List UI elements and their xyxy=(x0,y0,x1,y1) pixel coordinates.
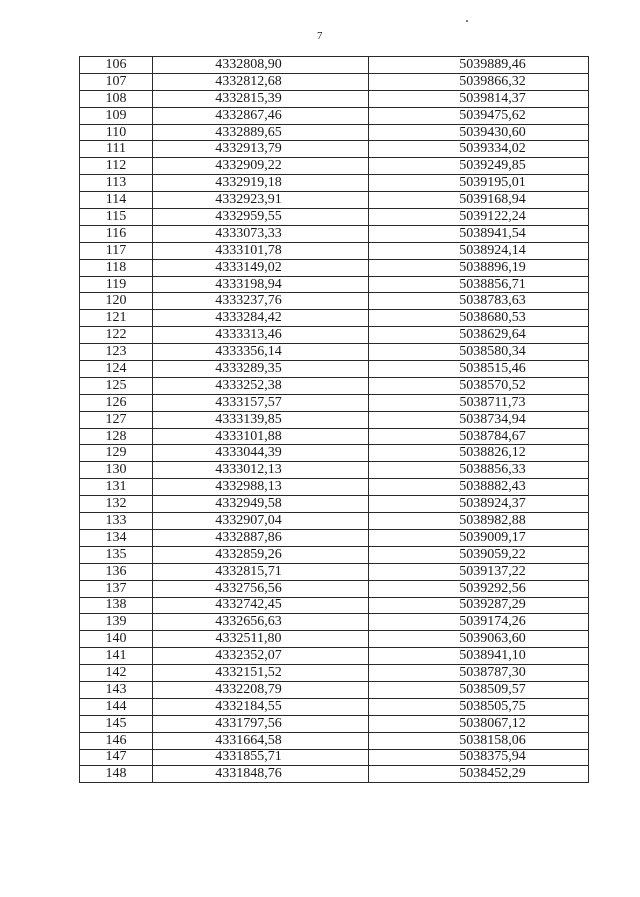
point-number-cell: 122 xyxy=(80,327,153,344)
table-row xyxy=(80,681,589,698)
y-coordinate-cell: 5039168,94 xyxy=(369,192,589,209)
point-number-cell: 140 xyxy=(80,631,153,648)
table-row xyxy=(80,496,589,513)
x-coordinate-cell: 4332909,22 xyxy=(153,158,369,175)
y-coordinate-cell: 5038570,52 xyxy=(369,377,589,394)
x-coordinate-cell: 4332913,79 xyxy=(153,141,369,158)
x-coordinate-cell: 4332151,52 xyxy=(153,665,369,682)
table-row xyxy=(80,310,589,327)
table-row xyxy=(80,158,589,175)
y-coordinate-cell: 5038375,94 xyxy=(369,749,589,766)
point-number-cell: 109 xyxy=(80,107,153,124)
table-row xyxy=(80,580,589,597)
x-coordinate-cell: 4332988,13 xyxy=(153,479,369,496)
y-coordinate-cell: 5038787,30 xyxy=(369,665,589,682)
y-coordinate-cell: 5039475,62 xyxy=(369,107,589,124)
table-row xyxy=(80,513,589,530)
point-number-cell: 136 xyxy=(80,563,153,580)
table-row xyxy=(80,614,589,631)
x-coordinate-cell: 4333157,57 xyxy=(153,394,369,411)
y-coordinate-cell: 5038067,12 xyxy=(369,715,589,732)
x-coordinate-cell: 4333149,02 xyxy=(153,259,369,276)
point-number-cell: 120 xyxy=(80,293,153,310)
coordinates-table-body xyxy=(80,57,589,783)
point-number-cell: 135 xyxy=(80,546,153,563)
point-number-cell: 145 xyxy=(80,715,153,732)
table-row xyxy=(80,377,589,394)
x-coordinate-cell: 4333284,42 xyxy=(153,310,369,327)
point-number-cell: 142 xyxy=(80,665,153,682)
x-coordinate-cell: 4333198,94 xyxy=(153,276,369,293)
point-number-cell: 132 xyxy=(80,496,153,513)
table-row xyxy=(80,344,589,361)
y-coordinate-cell: 5038924,37 xyxy=(369,496,589,513)
y-coordinate-cell: 5038882,43 xyxy=(369,479,589,496)
point-number-cell: 146 xyxy=(80,732,153,749)
table-row xyxy=(80,411,589,428)
point-number-cell: 133 xyxy=(80,513,153,530)
x-coordinate-cell: 4332808,90 xyxy=(153,57,369,74)
table-row xyxy=(80,445,589,462)
point-number-cell: 144 xyxy=(80,698,153,715)
y-coordinate-cell: 5039866,32 xyxy=(369,73,589,90)
y-coordinate-cell: 5038711,73 xyxy=(369,394,589,411)
table-row xyxy=(80,648,589,665)
y-coordinate-cell: 5038826,12 xyxy=(369,445,589,462)
table-row xyxy=(80,715,589,732)
x-coordinate-cell: 4332867,46 xyxy=(153,107,369,124)
y-coordinate-cell: 5038580,34 xyxy=(369,344,589,361)
point-number-cell: 117 xyxy=(80,242,153,259)
x-coordinate-cell: 4332815,39 xyxy=(153,90,369,107)
y-coordinate-cell: 5038680,53 xyxy=(369,310,589,327)
y-coordinate-cell: 5039137,22 xyxy=(369,563,589,580)
point-number-cell: 138 xyxy=(80,597,153,614)
table-row xyxy=(80,107,589,124)
y-coordinate-cell: 5038941,10 xyxy=(369,648,589,665)
x-coordinate-cell: 4332208,79 xyxy=(153,681,369,698)
x-coordinate-cell: 4333139,85 xyxy=(153,411,369,428)
y-coordinate-cell: 5038158,06 xyxy=(369,732,589,749)
y-coordinate-cell: 5039334,02 xyxy=(369,141,589,158)
table-row xyxy=(80,192,589,209)
table-row xyxy=(80,749,589,766)
x-coordinate-cell: 4333101,78 xyxy=(153,242,369,259)
x-coordinate-cell: 4332352,07 xyxy=(153,648,369,665)
y-coordinate-cell: 5039814,37 xyxy=(369,90,589,107)
x-coordinate-cell: 4331848,76 xyxy=(153,766,369,783)
y-coordinate-cell: 5038629,64 xyxy=(369,327,589,344)
coordinates-table xyxy=(79,56,589,783)
table-row xyxy=(80,73,589,90)
point-number-cell: 116 xyxy=(80,225,153,242)
point-number-cell: 115 xyxy=(80,209,153,226)
x-coordinate-cell: 4332907,04 xyxy=(153,513,369,530)
point-number-cell: 141 xyxy=(80,648,153,665)
y-coordinate-cell: 5039292,56 xyxy=(369,580,589,597)
x-coordinate-cell: 4333073,33 xyxy=(153,225,369,242)
x-coordinate-cell: 4332511,80 xyxy=(153,631,369,648)
y-coordinate-cell: 5038515,46 xyxy=(369,361,589,378)
table-row xyxy=(80,462,589,479)
table-row xyxy=(80,293,589,310)
point-number-cell: 134 xyxy=(80,529,153,546)
point-number-cell: 114 xyxy=(80,192,153,209)
y-coordinate-cell: 5039430,60 xyxy=(369,124,589,141)
table-row xyxy=(80,394,589,411)
y-coordinate-cell: 5039059,22 xyxy=(369,546,589,563)
x-coordinate-cell: 4332889,65 xyxy=(153,124,369,141)
point-number-cell: 130 xyxy=(80,462,153,479)
table-row xyxy=(80,141,589,158)
y-coordinate-cell: 5039009,17 xyxy=(369,529,589,546)
table-row xyxy=(80,276,589,293)
point-number-cell: 147 xyxy=(80,749,153,766)
y-coordinate-cell: 5039889,46 xyxy=(369,57,589,74)
table-row xyxy=(80,732,589,749)
x-coordinate-cell: 4333044,39 xyxy=(153,445,369,462)
scan-speck xyxy=(466,20,468,22)
table-row xyxy=(80,242,589,259)
y-coordinate-cell: 5039195,01 xyxy=(369,175,589,192)
y-coordinate-cell: 5038924,14 xyxy=(369,242,589,259)
x-coordinate-cell: 4333252,38 xyxy=(153,377,369,394)
x-coordinate-cell: 4332815,71 xyxy=(153,563,369,580)
x-coordinate-cell: 4331797,56 xyxy=(153,715,369,732)
point-number-cell: 124 xyxy=(80,361,153,378)
point-number-cell: 108 xyxy=(80,90,153,107)
point-number-cell: 106 xyxy=(80,57,153,74)
table-row xyxy=(80,175,589,192)
x-coordinate-cell: 4332756,56 xyxy=(153,580,369,597)
point-number-cell: 123 xyxy=(80,344,153,361)
y-coordinate-cell: 5038452,29 xyxy=(369,766,589,783)
point-number-cell: 148 xyxy=(80,766,153,783)
x-coordinate-cell: 4332812,68 xyxy=(153,73,369,90)
y-coordinate-cell: 5039249,85 xyxy=(369,158,589,175)
table-row xyxy=(80,124,589,141)
point-number-cell: 125 xyxy=(80,377,153,394)
y-coordinate-cell: 5039174,26 xyxy=(369,614,589,631)
table-row xyxy=(80,665,589,682)
x-coordinate-cell: 4332959,55 xyxy=(153,209,369,226)
x-coordinate-cell: 4331664,58 xyxy=(153,732,369,749)
point-number-cell: 143 xyxy=(80,681,153,698)
table-row xyxy=(80,259,589,276)
table-row xyxy=(80,225,589,242)
point-number-cell: 129 xyxy=(80,445,153,462)
table-row xyxy=(80,631,589,648)
table-row xyxy=(80,698,589,715)
x-coordinate-cell: 4333289,35 xyxy=(153,361,369,378)
table-row xyxy=(80,597,589,614)
table-row xyxy=(80,479,589,496)
y-coordinate-cell: 5039122,24 xyxy=(369,209,589,226)
point-number-cell: 139 xyxy=(80,614,153,631)
point-number-cell: 110 xyxy=(80,124,153,141)
table-row xyxy=(80,361,589,378)
x-coordinate-cell: 4332949,58 xyxy=(153,496,369,513)
x-coordinate-cell: 4332919,18 xyxy=(153,175,369,192)
table-row xyxy=(80,529,589,546)
x-coordinate-cell: 4333313,46 xyxy=(153,327,369,344)
point-number-cell: 128 xyxy=(80,428,153,445)
y-coordinate-cell: 5039287,29 xyxy=(369,597,589,614)
table-row xyxy=(80,57,589,74)
point-number-cell: 112 xyxy=(80,158,153,175)
point-number-cell: 107 xyxy=(80,73,153,90)
y-coordinate-cell: 5039063,60 xyxy=(369,631,589,648)
point-number-cell: 131 xyxy=(80,479,153,496)
x-coordinate-cell: 4331855,71 xyxy=(153,749,369,766)
page-number: 7 xyxy=(317,30,323,42)
table-row xyxy=(80,327,589,344)
x-coordinate-cell: 4332742,45 xyxy=(153,597,369,614)
y-coordinate-cell: 5038734,94 xyxy=(369,411,589,428)
point-number-cell: 121 xyxy=(80,310,153,327)
table-row xyxy=(80,209,589,226)
y-coordinate-cell: 5038896,19 xyxy=(369,259,589,276)
y-coordinate-cell: 5038982,88 xyxy=(369,513,589,530)
point-number-cell: 118 xyxy=(80,259,153,276)
table-row xyxy=(80,546,589,563)
y-coordinate-cell: 5038784,67 xyxy=(369,428,589,445)
point-number-cell: 113 xyxy=(80,175,153,192)
x-coordinate-cell: 4333101,88 xyxy=(153,428,369,445)
x-coordinate-cell: 4332859,26 xyxy=(153,546,369,563)
x-coordinate-cell: 4332656,63 xyxy=(153,614,369,631)
point-number-cell: 137 xyxy=(80,580,153,597)
table-row xyxy=(80,766,589,783)
x-coordinate-cell: 4332887,86 xyxy=(153,529,369,546)
y-coordinate-cell: 5038856,33 xyxy=(369,462,589,479)
x-coordinate-cell: 4332923,91 xyxy=(153,192,369,209)
y-coordinate-cell: 5038941,54 xyxy=(369,225,589,242)
y-coordinate-cell: 5038505,75 xyxy=(369,698,589,715)
table-row xyxy=(80,428,589,445)
table-row xyxy=(80,90,589,107)
x-coordinate-cell: 4333356,14 xyxy=(153,344,369,361)
y-coordinate-cell: 5038509,57 xyxy=(369,681,589,698)
point-number-cell: 126 xyxy=(80,394,153,411)
point-number-cell: 127 xyxy=(80,411,153,428)
x-coordinate-cell: 4333237,76 xyxy=(153,293,369,310)
y-coordinate-cell: 5038856,71 xyxy=(369,276,589,293)
x-coordinate-cell: 4333012,13 xyxy=(153,462,369,479)
point-number-cell: 111 xyxy=(80,141,153,158)
x-coordinate-cell: 4332184,55 xyxy=(153,698,369,715)
y-coordinate-cell: 5038783,63 xyxy=(369,293,589,310)
point-number-cell: 119 xyxy=(80,276,153,293)
table-row xyxy=(80,563,589,580)
